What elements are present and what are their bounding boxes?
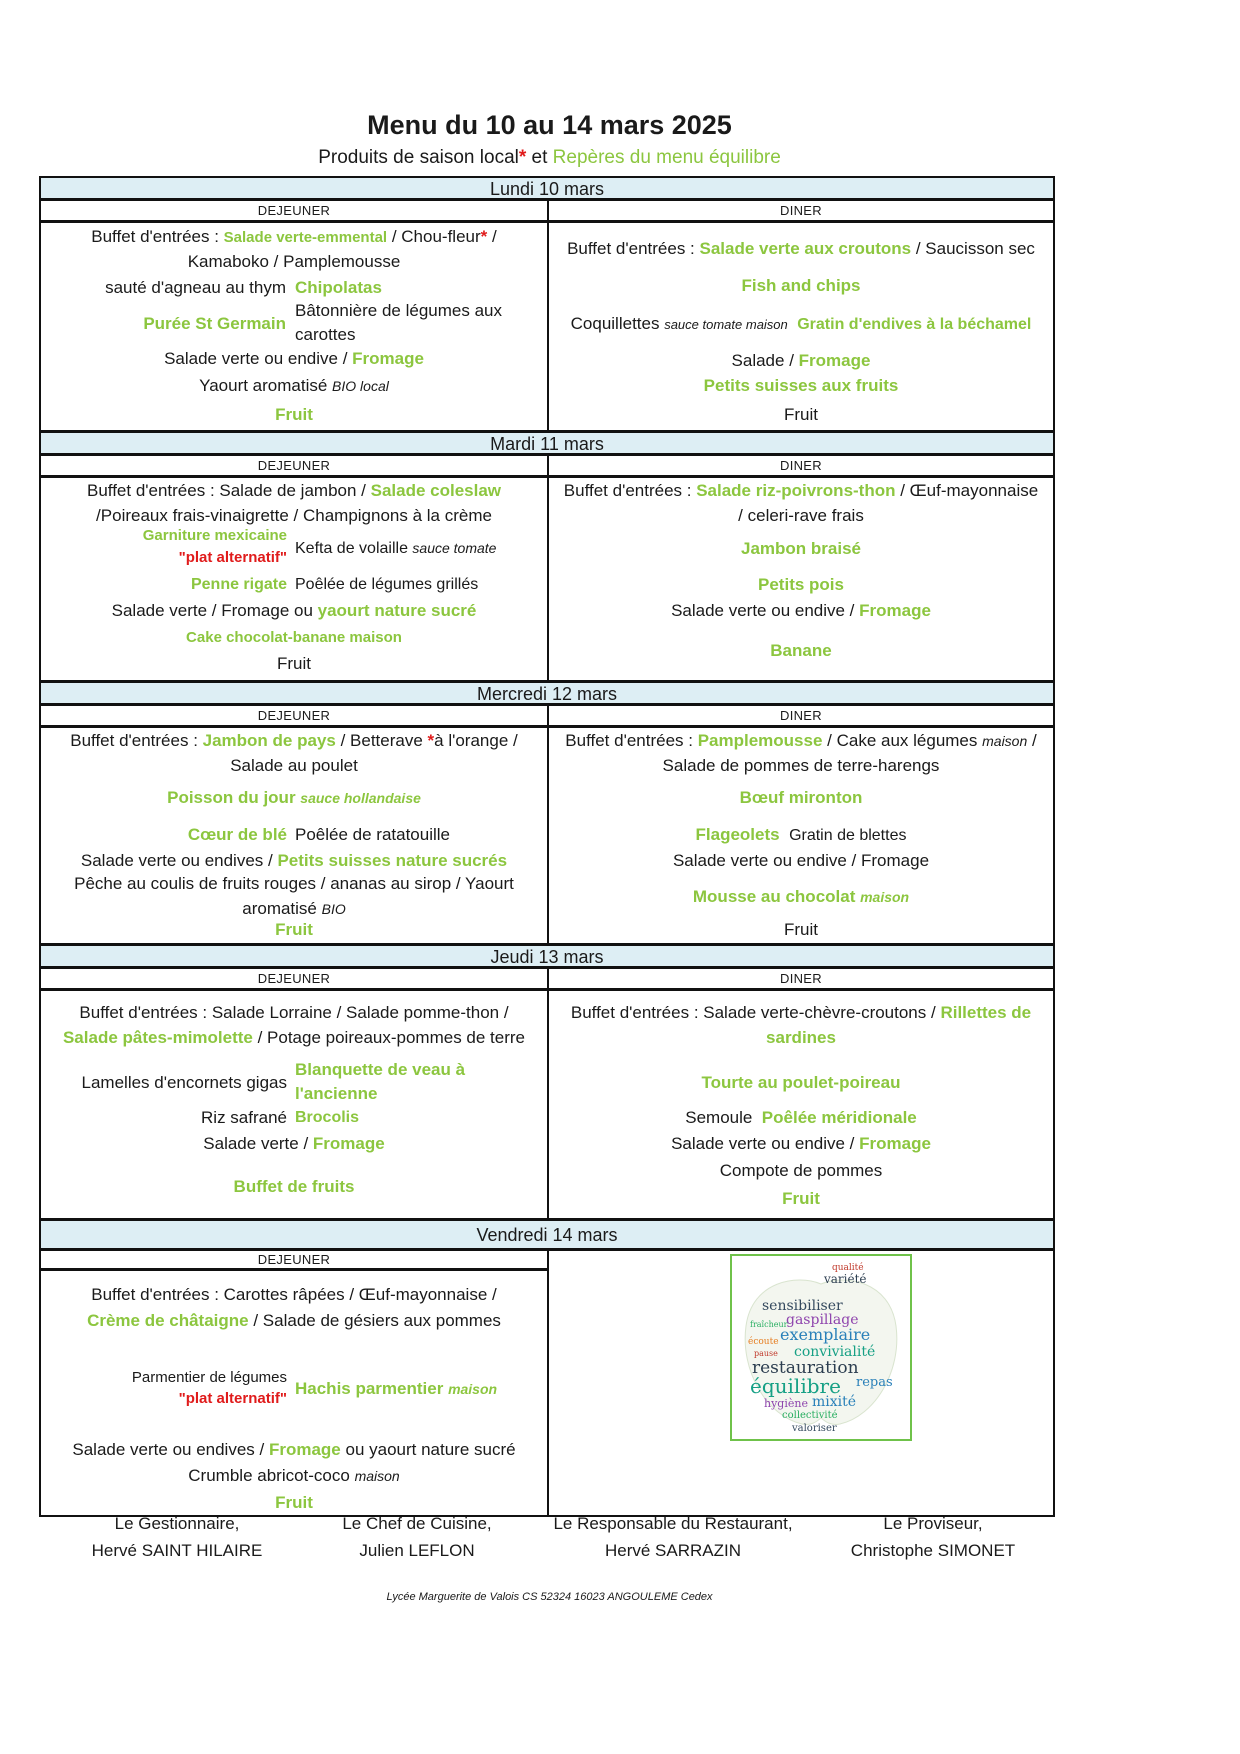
cloud-word: pause — [754, 1349, 778, 1358]
signature-proviseur — [793, 1510, 1073, 1564]
mardi-din-accomp: Petits pois — [758, 575, 844, 594]
mercredi-din-line5: Salade verte ou endive / Fromage — [672, 851, 930, 870]
mercredi-dej-line6: Pêche au coulis de fruits rouges / ananas au sirop / Yaourt — [74, 874, 514, 893]
vendredi-dej-fruit: Fruit — [275, 1493, 313, 1512]
mardi-dej-accomp2: Poêlée de légumes grillés — [295, 576, 479, 593]
lundi-dej-garniture2: Bâtonnière de légumes aux carottes — [295, 301, 502, 344]
signatures — [37, 1510, 1062, 1570]
vendredi-dej-plat — [295, 1377, 497, 1401]
text: Buffet d'entrées : Salade de jambon / — [86, 481, 371, 500]
jeudi-dej-plat2: Blanquette de veau à l'ancienne — [295, 1060, 466, 1103]
jeudi-din-accomp — [549, 1106, 1053, 1130]
mardi-din-plat: Jambon braisé — [741, 539, 861, 558]
jeudi-dej-line2 — [41, 1026, 547, 1050]
meal-header-dejeuner: DEJEUNER — [39, 967, 549, 990]
mercredi-din-dessert — [549, 885, 1053, 909]
text: BIO local — [332, 378, 389, 394]
subtitle-local: Produits de saison local — [318, 147, 519, 168]
text: / Potage poireaux-pommes de terre — [252, 1028, 526, 1047]
sig-name: Christophe SIMONET — [850, 1541, 1016, 1560]
mardi-dej-garniture: Garniture mexicaine — [142, 527, 287, 544]
vendredi-dej-line4 — [41, 1438, 547, 1462]
mardi-dej-accomp1: Penne rigate — [190, 576, 287, 593]
day-header-lundi: Lundi 10 mars — [39, 176, 1055, 200]
text: sauce tomate maison — [664, 317, 788, 332]
jeudi-dejeuner-box — [39, 989, 549, 1220]
mardi-din-line1 — [549, 479, 1053, 503]
text: / Cake aux légumes — [822, 731, 983, 750]
text: / Saucisson sec — [911, 239, 1035, 258]
cloud-word: mixité — [812, 1394, 857, 1410]
meal-header-diner: DINER — [547, 454, 1055, 477]
lundi-dej-line2: Kamaboko / Pamplemousse — [187, 252, 401, 271]
jeudi-dej-line1: Buffet d'entrées : Salade Lorraine / Salade pomme-thon / — [79, 1003, 509, 1022]
jeudi-din-line2: sardines — [766, 1028, 836, 1047]
text: / Chou-fleur — [387, 227, 481, 246]
text: Semoule — [685, 1108, 753, 1127]
subtitle-star: * — [518, 147, 527, 168]
menu-item: Mousse au chocolat — [692, 887, 861, 906]
mardi-din-dessert: Banane — [770, 641, 832, 660]
cloud-word: variété — [824, 1272, 867, 1286]
lundi-din-dessert: Petits suisses aux fruits — [703, 376, 899, 395]
lundi-dej-plat1: sauté d'agneau au thym — [105, 278, 286, 297]
text: Coquillettes — [570, 314, 665, 333]
text: / — [789, 351, 799, 370]
text: Salade verte — [203, 1134, 304, 1153]
meal-header-diner: DINER — [547, 967, 1055, 990]
text: / Betterave — [335, 731, 428, 750]
jeudi-dej-line5 — [41, 1132, 547, 1156]
text: / Œuf-mayonnaise — [895, 481, 1039, 500]
menu-item: maison — [448, 1381, 498, 1397]
meal-header-diner: DINER — [547, 199, 1055, 222]
meal-header-dejeuner: DEJEUNER — [39, 704, 549, 727]
text: Salade verte / Fromage ou — [111, 601, 318, 620]
day-header-mardi: Mardi 11 mars — [39, 431, 1055, 455]
text: sauce tomate — [412, 540, 497, 556]
lundi-din-line1 — [549, 237, 1053, 261]
menu-item: Pamplemousse — [697, 731, 823, 750]
cloud-word: collectivité — [782, 1410, 838, 1421]
vendredi-dejeuner-box — [39, 1269, 549, 1517]
mercredi-dej-plat — [41, 786, 547, 810]
local-star: * — [427, 731, 435, 750]
lundi-din-fruit: Fruit — [784, 405, 818, 424]
sig-name: Julien LEFLON — [359, 1541, 475, 1560]
menu-item: Hachis parmentier — [295, 1379, 449, 1398]
mercredi-din-accomp — [549, 823, 1053, 848]
menu-item: Gratin d'endives à la béchamel — [797, 316, 1032, 333]
jeudi-din-plat: Tourte au poulet-poireau — [701, 1073, 901, 1092]
text: Yaourt aromatisé — [199, 376, 333, 395]
menu-item: yaourt nature sucré — [317, 601, 477, 620]
mardi-diner-box — [547, 476, 1055, 682]
cloud-word: gaspillage — [786, 1312, 859, 1328]
text: Kefta de volaille — [295, 540, 413, 557]
mercredi-din-fruit: Fruit — [784, 920, 818, 939]
text: Buffet d'entrées : — [563, 481, 697, 500]
text: Salade verte ou endive — [164, 349, 338, 368]
mercredi-din-plat: Bœuf mironton — [739, 788, 863, 807]
sig-role: Le Proviseur, — [883, 1514, 983, 1533]
jeudi-din-dessert: Compote de pommes — [719, 1161, 883, 1180]
lundi-din-plat: Fish and chips — [741, 276, 861, 295]
lundi-dej-garniture1: Purée St Germain — [143, 314, 286, 333]
cloud-word: convivialité — [794, 1344, 876, 1360]
menu-item: Rillettes de — [940, 1003, 1032, 1022]
text: Salade — [731, 351, 790, 370]
menu-item: Flageolets — [695, 825, 780, 844]
text: / — [337, 349, 353, 368]
cloud-word: sensibiliser — [762, 1298, 843, 1314]
text: Buffet d'entrées : — [567, 239, 700, 258]
text: à l'orange / — [434, 731, 518, 750]
jeudi-din-line5 — [549, 1132, 1053, 1156]
mardi-dej-plat-alternatif: "plat alternatif" — [178, 549, 287, 566]
local-star: * — [480, 227, 488, 246]
mardi-din-line5 — [549, 599, 1053, 623]
menu-item: Salade riz-poivrons-thon — [696, 481, 896, 500]
text: BIO — [321, 901, 346, 917]
text: Buffet d'entrées : Salade verte-chèvre-croutons / — [570, 1003, 941, 1022]
mercredi-dej-accomp1: Cœur de blé — [187, 825, 287, 844]
cloud-word: qualité — [832, 1263, 864, 1273]
word-cloud-image — [730, 1254, 912, 1441]
school-address: Lycée Marguerite de Valois CS 52324 16023 ANGOULEME Cedex — [386, 1591, 713, 1603]
cloud-word: repas — [856, 1375, 893, 1390]
lundi-dej-line5 — [41, 347, 547, 371]
menu-item: Jambon de pays — [202, 731, 336, 750]
lundi-din-line3 — [549, 312, 1053, 337]
menu-item: Fromage — [798, 351, 871, 370]
mercredi-dej-accomp2: Poêlée de ratatouille — [295, 825, 451, 844]
jeudi-diner-box — [547, 989, 1055, 1220]
meal-header-dejeuner: DEJEUNER — [39, 454, 549, 477]
menu-item: Fromage — [859, 1134, 931, 1153]
text: maison — [354, 1468, 400, 1484]
text: Buffet d'entrées : — [70, 731, 203, 750]
mercredi-dej-line1 — [41, 729, 547, 753]
text: maison — [982, 733, 1028, 749]
day-header-vendredi: Vendredi 14 mars — [39, 1219, 1055, 1250]
menu-item: Poêlée méridionale — [761, 1108, 917, 1127]
mercredi-diner-box — [547, 726, 1055, 945]
lundi-dejeuner-box — [39, 221, 549, 432]
jeudi-dej-accomp2: Brocolis — [295, 1109, 360, 1126]
menu-item: Salade verte-emmental — [223, 229, 388, 246]
signature-gestionnaire — [37, 1510, 317, 1564]
jeudi-din-line1 — [549, 1001, 1053, 1025]
sig-name: Hervé SAINT HILAIRE — [91, 1541, 263, 1560]
vendredi-dej-plat-alternatif: "plat alternatif" — [178, 1390, 287, 1407]
mardi-dejeuner-box — [39, 476, 549, 682]
menu-item: Salade pâtes-mimolette — [62, 1028, 253, 1047]
mardi-dej-fruit: Fruit — [277, 654, 311, 673]
text: / — [303, 1134, 313, 1153]
page-subtitle — [37, 147, 1062, 169]
text: / — [1027, 731, 1037, 750]
vendredi-dej-parmentier: Parmentier de légumes — [131, 1369, 287, 1386]
mardi-dej-line1 — [41, 479, 547, 503]
meal-header-dejeuner: DEJEUNER — [39, 1249, 549, 1270]
text: aromatisé — [242, 899, 322, 918]
mardi-dej-line5 — [41, 599, 547, 623]
menu-item: Poisson du jour — [167, 788, 301, 807]
text: Buffet d'entrées : — [91, 227, 224, 246]
mercredi-dej-line2: Salade au poulet — [230, 756, 358, 775]
menu-item: sauce hollandaise — [300, 790, 421, 806]
vendredi-dej-line1: Buffet d'entrées : Carottes râpées / Œuf-mayonnaise / — [91, 1285, 497, 1304]
menu-item: Fromage — [312, 1134, 385, 1153]
jeudi-dej-plat1: Lamelles d'encornets gigas — [81, 1073, 287, 1092]
vendredi-dej-line2 — [41, 1309, 547, 1333]
mercredi-din-line2: Salade de pommes de terre-harengs — [662, 756, 940, 775]
mardi-dej-plat — [295, 536, 496, 561]
text: Salade verte ou endives — [72, 1440, 260, 1459]
cloud-word: restauration — [752, 1358, 859, 1378]
menu-item: Fromage — [352, 349, 424, 368]
mardi-dej-dessert: Cake chocolat-banane maison — [186, 629, 402, 646]
menu-item: Petits suisses nature sucrés — [277, 851, 508, 870]
cloud-word: valoriser — [792, 1423, 837, 1434]
menu-item: Salade coleslaw — [370, 481, 502, 500]
jeudi-dej-dessert: Buffet de fruits — [233, 1177, 355, 1196]
page-title: Menu du 10 au 14 mars 2025 — [367, 110, 732, 140]
menu-item: Fromage — [859, 601, 931, 620]
day-header-jeudi: Jeudi 13 mars — [39, 944, 1055, 968]
text: / — [259, 1440, 269, 1459]
mercredi-dejeuner-box — [39, 726, 549, 945]
text: Gratin de blettes — [789, 827, 907, 844]
sig-name: Hervé SARRAZIN — [604, 1541, 742, 1560]
lundi-dej-line6 — [41, 374, 547, 398]
text: / Salade de gésiers aux pommes — [248, 1311, 501, 1330]
mardi-din-line2: / celeri-rave frais — [738, 506, 864, 525]
cloud-word: hygiène — [764, 1397, 808, 1410]
meal-header-dejeuner: DEJEUNER — [39, 199, 549, 222]
cloud-word: écoute — [748, 1337, 779, 1347]
lundi-dej-dessert: Fruit — [275, 405, 313, 424]
menu-item: maison — [860, 889, 910, 905]
text: / — [487, 227, 497, 246]
mercredi-dej-line5 — [41, 849, 547, 873]
cloud-word: équilibre — [750, 1374, 841, 1398]
menu-item: Fromage — [268, 1440, 341, 1459]
text: Salade verte ou endives / — [80, 851, 278, 870]
sig-role: Le Chef de Cuisine, — [342, 1514, 492, 1533]
cloud-word: exemplaire — [780, 1325, 871, 1344]
text: Salade verte ou endive / — [671, 1134, 860, 1153]
menu-item: Salade verte aux croutons — [699, 239, 912, 258]
sig-role: Le Gestionnaire, — [114, 1514, 240, 1533]
lundi-din-line4 — [549, 349, 1053, 373]
text: Salade verte ou endive / — [671, 601, 860, 620]
lundi-diner-box — [547, 221, 1055, 432]
meal-header-diner: DINER — [547, 704, 1055, 727]
cloud-word: fraîcheur — [750, 1320, 788, 1329]
text: ou yaourt nature sucré — [340, 1440, 516, 1459]
text: Buffet d'entrées : — [565, 731, 698, 750]
day-header-mercredi: Mercredi 12 mars — [39, 681, 1055, 705]
lundi-dej-line1 — [41, 225, 547, 250]
apple-word-cloud-icon — [732, 1256, 910, 1439]
mercredi-din-line1 — [549, 729, 1053, 753]
subtitle-et: et — [526, 147, 553, 168]
subtitle-reperes: Repères du menu équilibre — [552, 147, 781, 168]
text: Crumble abricot-coco — [188, 1466, 355, 1485]
signature-chef — [277, 1510, 557, 1564]
vendredi-dej-line5 — [41, 1464, 547, 1488]
signature-responsable — [533, 1510, 813, 1564]
jeudi-din-fruit: Fruit — [782, 1189, 820, 1208]
menu-item: Crème de châtaigne — [87, 1311, 249, 1330]
jeudi-dej-accomp1: Riz safrané — [201, 1108, 287, 1127]
mardi-dej-line2: /Poireaux frais-vinaigrette / Champignons à la crème — [96, 506, 492, 525]
mercredi-dej-fruit: Fruit — [275, 920, 313, 939]
lundi-dej-plat2: Chipolatas — [295, 278, 382, 297]
sig-role: Le Responsable du Restaurant, — [553, 1514, 793, 1533]
